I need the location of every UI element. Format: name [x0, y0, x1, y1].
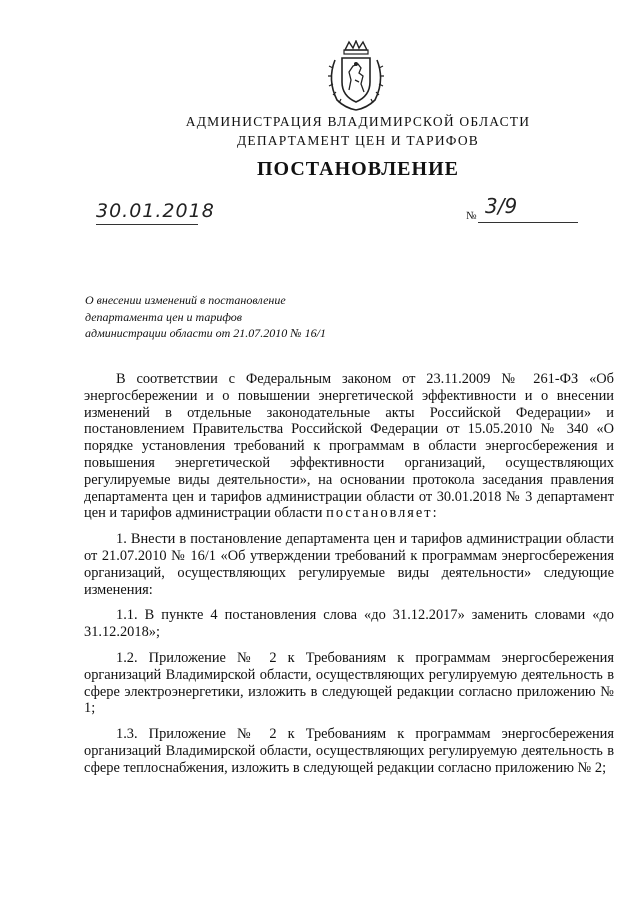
organization-name: АДМИНИСТРАЦИЯ ВЛАДИМИРСКОЙ ОБЛАСТИ — [185, 114, 531, 129]
clause-paragraph: 1. Внести в постановление департамента цен и тарифов администрации области от 21.07.2010 № 16/1 «Об утверждении требований к программам энергосбережения организаций, осуществляющих регулируемые виды деятельности» следующие изменения: — [84, 531, 614, 598]
clause-paragraph: 1.1. В пункте 4 постановления слова «до 31.12.2017» заменить словами «до 31.12.2018»; — [84, 607, 614, 641]
resolves-word: постановляет: — [326, 505, 439, 522]
document-title: ПОСТАНОВЛЕНИЕ — [257, 158, 459, 180]
department-name: ДЕПАРТАМЕНТ ЦЕН И ТАРИФОВ — [237, 133, 479, 148]
date-underline — [96, 224, 198, 225]
clause-paragraph: 1.2. Приложение № 2 к Требованиям к программам энергосбережения организаций Владимирской области, осуществляющих регулируемую деятельность в сфере электроэнергетики, изложить в следующей редакции согласно приложению № 1; — [84, 649, 614, 717]
document-date: 30.01.2018 — [96, 200, 215, 222]
document-body — [84, 371, 614, 786]
clause-paragraph: 1.3. Приложение № 2 к Требованиям к программам энергосбережения организаций Владимирской области, осуществляющих регулируемую деятельность в сфере теплоснабжения, изложить в следующей редакции согласно приложению № 2; — [84, 726, 614, 776]
subject-line: О внесении изменений в постановление — [85, 293, 286, 307]
preamble-paragraph — [84, 371, 614, 522]
document-number: 3/9 — [485, 194, 518, 218]
preamble-text: В соответствии с Федеральным законом от 23.11.2009 № 261-ФЗ «Об энергосбережении и о повышении энергетической эффективности и о внесении изменений в отдельные законодательные акты Российской Федерации» и постановлением Правительства Российской Федерации от 15.05.2010 № 340 «О порядке установления требований к программам в области энергосбережения и повышения энергетической эффективности организаций, осуществляющих регулируемые виды деятельности», на основании протокола заседания правления департамента цен и тарифов администрации области от 30.01.2018 № 3 департамент цен и тарифов администрации области — [84, 371, 614, 522]
document-subject — [85, 292, 326, 342]
number-underline — [478, 222, 578, 223]
coat-of-arms-emblem — [325, 40, 387, 112]
number-label: № — [466, 210, 477, 222]
subject-line: департамента цен и тарифов — [85, 309, 242, 324]
subject-line: администрации области от 21.07.2010 № 16/1 — [85, 326, 326, 340]
